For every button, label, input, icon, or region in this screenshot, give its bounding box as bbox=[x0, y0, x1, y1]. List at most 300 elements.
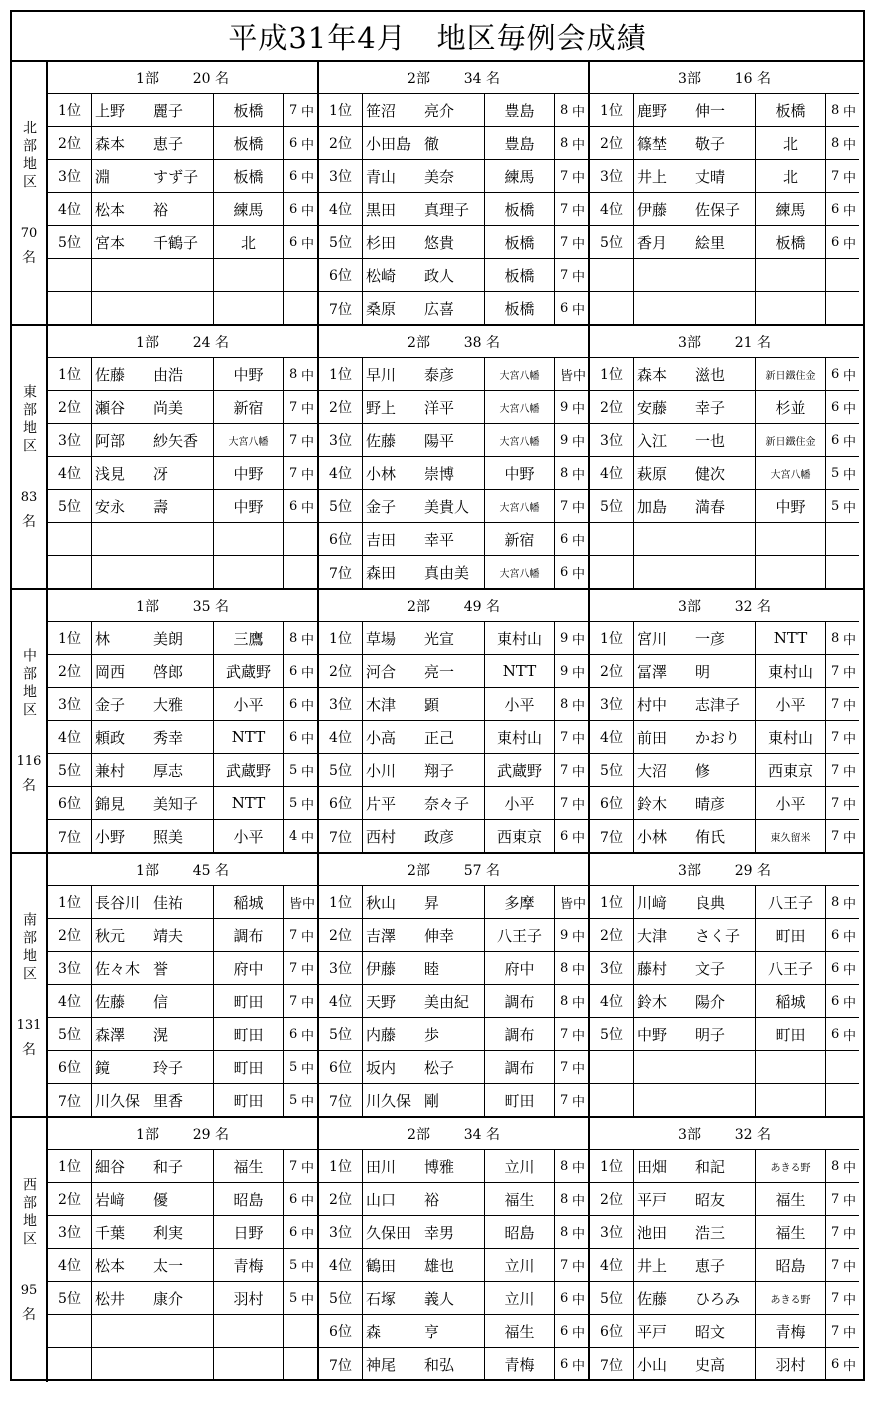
given-name: 博雅 bbox=[424, 1157, 455, 1176]
rank-cell: 1位 bbox=[590, 622, 634, 654]
surname: 小林 bbox=[366, 464, 397, 483]
result-suffix: 中 bbox=[842, 1160, 856, 1176]
given-name: 翔子 bbox=[424, 761, 455, 780]
given-name: 義人 bbox=[424, 1289, 455, 1308]
score: 7 bbox=[560, 201, 569, 217]
name-cell bbox=[363, 292, 485, 325]
table-row bbox=[319, 886, 588, 919]
division-count: 21 名 bbox=[734, 334, 771, 351]
given-name: 亮一 bbox=[424, 662, 455, 681]
result-suffix: 中 bbox=[571, 500, 585, 516]
given-name: 和記 bbox=[695, 1157, 726, 1176]
given-name: 康介 bbox=[153, 1289, 184, 1308]
name-cell bbox=[363, 688, 485, 720]
rank-cell: 5位 bbox=[48, 1018, 92, 1050]
rank-cell: 4位 bbox=[590, 1249, 634, 1281]
table-row bbox=[48, 193, 317, 226]
rank-cell: 7位 bbox=[590, 1348, 634, 1381]
name-cell bbox=[634, 259, 756, 291]
result-cell bbox=[826, 1051, 859, 1083]
score: 7 bbox=[560, 234, 569, 250]
name-cell bbox=[92, 523, 214, 555]
rank-cell: 5位 bbox=[319, 1282, 363, 1314]
table-row bbox=[590, 160, 859, 193]
result-suffix: 中 bbox=[842, 500, 856, 516]
result-suffix: 中 bbox=[571, 665, 585, 681]
surname: 川久保 bbox=[366, 1092, 412, 1110]
table-row bbox=[319, 1150, 588, 1183]
given-name: 裕 bbox=[424, 1190, 440, 1209]
name-cell bbox=[92, 1084, 214, 1117]
table-row bbox=[319, 820, 588, 853]
result-suffix: 中 bbox=[571, 731, 585, 747]
rank-cell: 6位 bbox=[590, 787, 634, 819]
result-suffix: 中 bbox=[300, 831, 314, 846]
table-row bbox=[48, 523, 317, 556]
result-suffix: 中 bbox=[842, 929, 856, 945]
table-row bbox=[319, 259, 588, 292]
club-cell: 立川 bbox=[485, 1150, 555, 1182]
rank-cell: 3位 bbox=[48, 952, 92, 984]
score: 7 bbox=[560, 498, 569, 514]
region-label bbox=[12, 1118, 48, 1382]
rank-cell: 4位 bbox=[319, 721, 363, 753]
club-cell: 東村山 bbox=[756, 721, 826, 753]
result-suffix: 中 bbox=[571, 962, 585, 978]
given-name: 敬子 bbox=[695, 134, 726, 153]
region-count: 116 bbox=[16, 753, 42, 769]
surname: 小川 bbox=[366, 761, 397, 780]
club-cell: 武蔵野 bbox=[485, 754, 555, 786]
club-cell: 調布 bbox=[485, 1051, 555, 1083]
score: 6 bbox=[289, 234, 298, 250]
given-name: 美朗 bbox=[153, 629, 184, 648]
rank-cell: 5位 bbox=[319, 226, 363, 258]
table-row bbox=[319, 226, 588, 259]
result-suffix: 中 bbox=[300, 797, 314, 813]
result-cell bbox=[555, 457, 588, 489]
table-row bbox=[48, 358, 317, 391]
result-cell bbox=[284, 1084, 317, 1117]
score: 9 bbox=[560, 630, 569, 646]
result-cell bbox=[826, 952, 859, 984]
rank-cell: 2位 bbox=[319, 1183, 363, 1215]
surname: 浅見 bbox=[95, 464, 126, 483]
given-name: 広喜 bbox=[424, 300, 455, 318]
rank-cell: 7位 bbox=[319, 1084, 363, 1117]
given-name: 佐保子 bbox=[695, 200, 741, 219]
division-header bbox=[48, 326, 317, 358]
result-cell bbox=[826, 622, 859, 654]
table-row bbox=[319, 127, 588, 160]
division-block bbox=[48, 590, 319, 852]
score: 6 bbox=[560, 1357, 569, 1372]
given-name: 陽介 bbox=[695, 992, 726, 1011]
name-cell bbox=[363, 259, 485, 291]
surname: 中野 bbox=[637, 1025, 668, 1044]
name-cell bbox=[363, 1315, 485, 1347]
score: 8 bbox=[560, 1191, 569, 1207]
club-cell: 八王子 bbox=[756, 886, 826, 918]
table-row bbox=[48, 985, 317, 1018]
surname: 草場 bbox=[366, 629, 397, 648]
result-cell bbox=[555, 754, 588, 786]
result-suffix: 中 bbox=[571, 236, 585, 252]
name-cell bbox=[92, 886, 214, 918]
rank-cell: 3位 bbox=[319, 688, 363, 720]
name-cell bbox=[92, 1150, 214, 1182]
table-row bbox=[590, 259, 859, 292]
division-header bbox=[590, 62, 859, 94]
name-cell bbox=[634, 985, 756, 1017]
score: 7 bbox=[831, 1290, 840, 1306]
rank-cell: 1位 bbox=[48, 94, 92, 126]
table-row bbox=[319, 754, 588, 787]
score: 6 bbox=[289, 201, 298, 217]
given-name: 美奈 bbox=[424, 167, 455, 186]
rank-cell: 1位 bbox=[590, 886, 634, 918]
given-name: 歩 bbox=[424, 1025, 440, 1044]
given-name: 里香 bbox=[153, 1092, 184, 1110]
result-suffix: 中 bbox=[571, 170, 585, 186]
name-cell bbox=[363, 1348, 485, 1381]
division-count: 45 名 bbox=[192, 862, 229, 879]
table-row bbox=[319, 1249, 588, 1282]
result-suffix: 中 bbox=[300, 500, 314, 516]
surname: 萩原 bbox=[637, 464, 668, 483]
division-header bbox=[319, 62, 588, 94]
result-suffix: 中 bbox=[300, 1259, 314, 1275]
given-name: 文子 bbox=[695, 959, 726, 978]
table-row bbox=[48, 655, 317, 688]
result-suffix: 中 bbox=[573, 368, 587, 384]
surname: 内藤 bbox=[366, 1025, 397, 1044]
score: 6 bbox=[560, 1290, 569, 1306]
surname: 森本 bbox=[95, 134, 126, 153]
region-section bbox=[12, 590, 863, 854]
club-cell: 青梅 bbox=[214, 1249, 284, 1281]
result-suffix: 中 bbox=[300, 1061, 314, 1077]
table-row bbox=[590, 787, 859, 820]
given-name: 一也 bbox=[695, 431, 726, 450]
rank-cell bbox=[590, 292, 634, 325]
result-cell bbox=[555, 292, 588, 325]
score: 9 bbox=[560, 432, 569, 448]
club-cell: 北 bbox=[756, 160, 826, 192]
table-row bbox=[48, 787, 317, 820]
name-cell bbox=[363, 721, 485, 753]
rank-cell: 2位 bbox=[48, 127, 92, 159]
result-cell bbox=[555, 391, 588, 423]
name-cell bbox=[634, 1216, 756, 1248]
result-suffix: 中 bbox=[571, 1359, 585, 1374]
result-suffix: 中 bbox=[842, 467, 856, 483]
division-count: 32 名 bbox=[734, 598, 771, 615]
result-suffix: 中 bbox=[571, 303, 585, 318]
table-row bbox=[48, 94, 317, 127]
table-row bbox=[319, 787, 588, 820]
score: 8 bbox=[560, 1224, 569, 1240]
given-name: 剛 bbox=[424, 1092, 440, 1110]
name-cell bbox=[363, 358, 485, 390]
result-cell bbox=[826, 1249, 859, 1281]
club-cell bbox=[756, 259, 826, 291]
result-suffix: 中 bbox=[842, 1359, 856, 1374]
name-cell bbox=[634, 655, 756, 687]
given-name: 壽 bbox=[153, 497, 169, 516]
name-cell bbox=[92, 1315, 214, 1347]
result-cell bbox=[284, 985, 317, 1017]
division-count: 49 名 bbox=[463, 598, 500, 615]
region-count: 95 bbox=[20, 1282, 38, 1298]
club-cell: 町田 bbox=[214, 1084, 284, 1117]
given-name: 滉 bbox=[153, 1025, 169, 1044]
club-cell: 昭島 bbox=[756, 1249, 826, 1281]
division-count: 35 名 bbox=[192, 598, 229, 615]
score: 6 bbox=[289, 498, 298, 514]
result-cell bbox=[555, 655, 588, 687]
result-suffix: 中 bbox=[842, 764, 856, 780]
name-cell bbox=[634, 457, 756, 489]
result-cell bbox=[284, 193, 317, 225]
surname: 小田島 bbox=[366, 134, 412, 153]
surname: 藤村 bbox=[637, 959, 668, 978]
name-cell bbox=[92, 127, 214, 159]
table-row bbox=[48, 919, 317, 952]
division-block bbox=[590, 1118, 859, 1380]
club-cell: 板橋 bbox=[756, 94, 826, 126]
score: 7 bbox=[560, 1026, 569, 1042]
result-suffix: 中 bbox=[571, 1061, 585, 1077]
rank-cell: 2位 bbox=[319, 919, 363, 951]
name-cell bbox=[92, 358, 214, 390]
surname: 宮川 bbox=[637, 629, 668, 648]
name-cell bbox=[634, 226, 756, 258]
result-cell bbox=[826, 1018, 859, 1050]
score: 皆 bbox=[560, 368, 574, 384]
name-cell bbox=[363, 754, 485, 786]
table-row bbox=[48, 754, 317, 787]
name-cell bbox=[634, 94, 756, 126]
rank-cell: 5位 bbox=[590, 1018, 634, 1050]
result-suffix: 中 bbox=[842, 797, 856, 813]
given-name: 亮介 bbox=[424, 101, 455, 120]
name-cell bbox=[363, 1084, 485, 1117]
rank-cell: 1位 bbox=[319, 622, 363, 654]
result-suffix: 中 bbox=[571, 1259, 585, 1275]
surname: 上野 bbox=[95, 101, 126, 120]
club-cell: 板橋 bbox=[756, 226, 826, 258]
region-name: 南部地区 bbox=[21, 911, 37, 984]
rank-cell: 3位 bbox=[590, 1216, 634, 1248]
surname: 鈴木 bbox=[637, 794, 668, 813]
name-cell bbox=[92, 226, 214, 258]
table-row bbox=[590, 754, 859, 787]
name-cell bbox=[92, 457, 214, 489]
result-cell bbox=[284, 1018, 317, 1050]
result-cell bbox=[555, 1183, 588, 1215]
score: 8 bbox=[560, 1158, 569, 1174]
given-name: 修 bbox=[695, 761, 711, 780]
table-row bbox=[319, 94, 588, 127]
surname: 森田 bbox=[366, 564, 397, 582]
club-cell: NTT bbox=[214, 721, 284, 753]
result-suffix: 中 bbox=[571, 533, 585, 549]
score: 7 bbox=[289, 1158, 298, 1174]
table-row bbox=[590, 820, 859, 853]
score: 5 bbox=[289, 795, 298, 811]
division-count: 38 名 bbox=[463, 334, 500, 351]
rank-cell: 7位 bbox=[319, 292, 363, 325]
club-cell bbox=[214, 1315, 284, 1347]
rank-cell: 3位 bbox=[48, 424, 92, 456]
result-suffix: 中 bbox=[302, 896, 316, 912]
name-cell bbox=[363, 919, 485, 951]
score: 7 bbox=[831, 795, 840, 811]
rank-cell bbox=[590, 523, 634, 555]
result-cell bbox=[284, 1150, 317, 1182]
division-label: 2部 bbox=[407, 598, 430, 615]
name-cell bbox=[634, 754, 756, 786]
surname: 伊藤 bbox=[637, 200, 668, 219]
rank-cell: 3位 bbox=[48, 160, 92, 192]
table-row bbox=[590, 391, 859, 424]
table-row bbox=[590, 226, 859, 259]
division-header bbox=[319, 590, 588, 622]
surname: 松本 bbox=[95, 1256, 126, 1275]
table-row bbox=[319, 1348, 588, 1381]
result-cell bbox=[284, 292, 317, 325]
table-row bbox=[590, 919, 859, 952]
rank-cell: 6位 bbox=[319, 1315, 363, 1347]
rank-cell: 6位 bbox=[319, 787, 363, 819]
result-suffix: 中 bbox=[842, 137, 856, 153]
rank-cell bbox=[48, 259, 92, 291]
score: 7 bbox=[560, 267, 569, 283]
region-count-unit: 名 bbox=[22, 777, 36, 794]
result-cell bbox=[826, 1150, 859, 1182]
rank-cell: 4位 bbox=[48, 457, 92, 489]
result-suffix: 中 bbox=[571, 1193, 585, 1209]
club-cell: 練馬 bbox=[214, 193, 284, 225]
club-cell: 小平 bbox=[485, 688, 555, 720]
region-label bbox=[12, 326, 48, 588]
score: 6 bbox=[560, 531, 569, 547]
name-cell bbox=[363, 820, 485, 853]
rank-cell: 2位 bbox=[48, 655, 92, 687]
given-name: 光宣 bbox=[424, 629, 455, 648]
given-name: 和弘 bbox=[424, 1356, 455, 1374]
given-name: ひろみ bbox=[695, 1289, 741, 1308]
club-cell: 中野 bbox=[214, 358, 284, 390]
name-cell bbox=[363, 1249, 485, 1281]
rank-cell: 2位 bbox=[319, 127, 363, 159]
given-name: 顕 bbox=[424, 695, 440, 714]
given-name: 信 bbox=[153, 992, 169, 1011]
page-title: 平成31年4月 地区毎例会成績 bbox=[12, 12, 863, 62]
surname: 森 bbox=[366, 1322, 382, 1341]
score: 7 bbox=[560, 729, 569, 745]
club-cell: 町田 bbox=[214, 1051, 284, 1083]
given-name: 真由美 bbox=[424, 564, 470, 582]
table-row bbox=[590, 1084, 859, 1117]
result-cell bbox=[826, 127, 859, 159]
division-block bbox=[590, 590, 859, 852]
surname: 瀬谷 bbox=[95, 398, 126, 417]
given-name: 冴 bbox=[153, 464, 169, 483]
surname: 兼村 bbox=[95, 761, 126, 780]
result-cell bbox=[555, 1084, 588, 1117]
rank-cell: 1位 bbox=[319, 1150, 363, 1182]
result-cell bbox=[284, 358, 317, 390]
rank-cell: 5位 bbox=[319, 1018, 363, 1050]
club-cell: 板橋 bbox=[214, 160, 284, 192]
result-cell bbox=[284, 1282, 317, 1314]
rank-cell bbox=[590, 556, 634, 589]
result-suffix: 中 bbox=[300, 995, 314, 1011]
surname: 小野 bbox=[95, 828, 126, 846]
division-count: 34 名 bbox=[463, 1126, 500, 1143]
given-name: 由浩 bbox=[153, 365, 184, 384]
name-cell bbox=[634, 391, 756, 423]
given-name: さく子 bbox=[695, 926, 741, 945]
score: 8 bbox=[289, 366, 298, 382]
result-suffix: 中 bbox=[571, 995, 585, 1011]
result-cell bbox=[284, 127, 317, 159]
score: 6 bbox=[560, 829, 569, 844]
score: 8 bbox=[560, 993, 569, 1009]
club-cell: 武蔵野 bbox=[214, 754, 284, 786]
given-name: 優 bbox=[153, 1190, 169, 1209]
club-cell: 福生 bbox=[756, 1216, 826, 1248]
rank-cell: 7位 bbox=[48, 820, 92, 853]
club-cell: 町田 bbox=[485, 1084, 555, 1117]
rank-cell: 3位 bbox=[590, 952, 634, 984]
rank-cell: 3位 bbox=[590, 424, 634, 456]
score: 6 bbox=[289, 1026, 298, 1042]
score: 7 bbox=[831, 663, 840, 679]
score: 7 bbox=[831, 1191, 840, 1207]
rank-cell: 2位 bbox=[319, 655, 363, 687]
given-name: 秀幸 bbox=[153, 728, 184, 747]
score: 5 bbox=[289, 1093, 298, 1108]
result-suffix: 中 bbox=[300, 104, 314, 120]
club-cell: 八王子 bbox=[485, 919, 555, 951]
surname: 片平 bbox=[366, 794, 397, 813]
name-cell bbox=[363, 1216, 485, 1248]
given-name: 昭友 bbox=[695, 1190, 726, 1209]
score: 7 bbox=[560, 1059, 569, 1075]
region-label bbox=[12, 62, 48, 324]
surname: 伊藤 bbox=[366, 959, 397, 978]
score: 7 bbox=[289, 465, 298, 481]
table-row bbox=[48, 721, 317, 754]
result-cell bbox=[555, 688, 588, 720]
given-name: 崇博 bbox=[424, 464, 455, 483]
score: 6 bbox=[289, 696, 298, 712]
table-row bbox=[590, 358, 859, 391]
name-cell bbox=[634, 1150, 756, 1182]
name-cell bbox=[92, 820, 214, 853]
rank-cell bbox=[48, 1348, 92, 1381]
result-suffix: 中 bbox=[571, 698, 585, 714]
division-label: 3部 bbox=[678, 1126, 701, 1143]
table-row bbox=[48, 1051, 317, 1084]
club-cell: 東村山 bbox=[485, 622, 555, 654]
region-name: 東部地区 bbox=[21, 383, 37, 456]
score: 7 bbox=[831, 696, 840, 712]
result-cell bbox=[284, 160, 317, 192]
